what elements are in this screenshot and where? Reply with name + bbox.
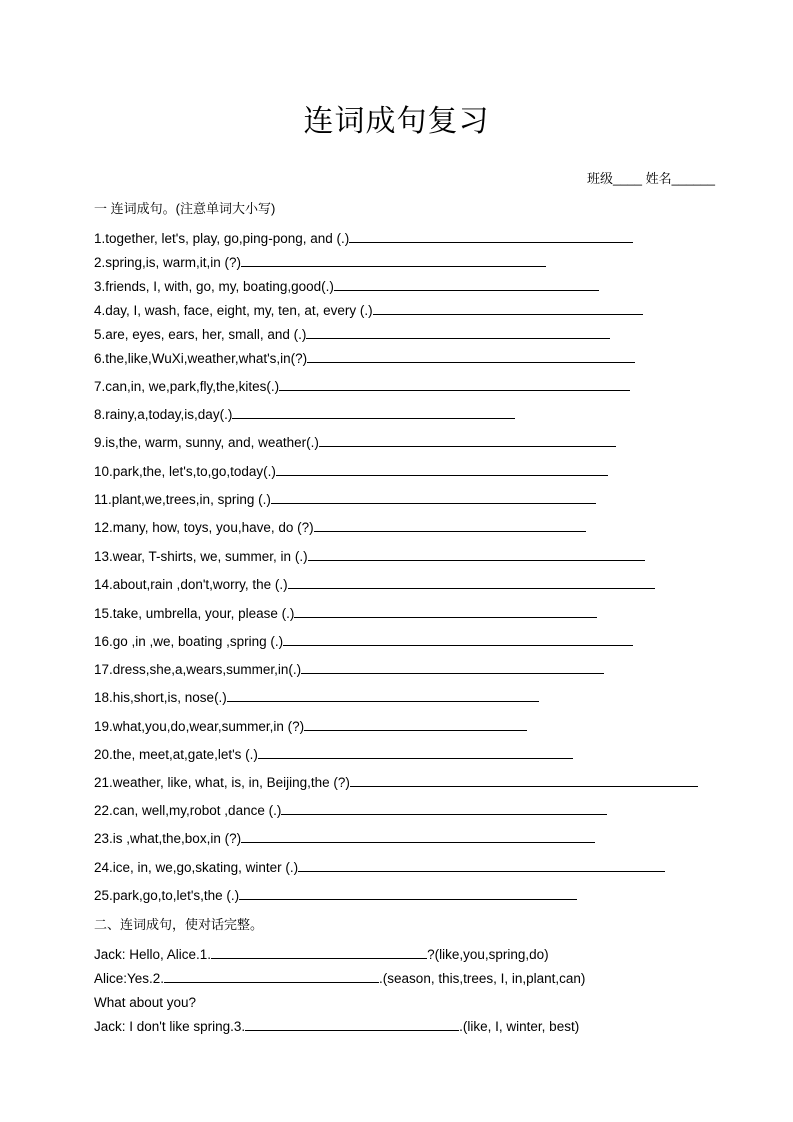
question-item bbox=[94, 718, 527, 736]
class-label: 班级 bbox=[587, 171, 614, 186]
question-text: 25.park,go,to,let's,the (.) bbox=[94, 888, 240, 903]
answer-blank bbox=[294, 605, 597, 618]
question-text: 14.about,rain ,don't,worry, the (.) bbox=[94, 577, 288, 592]
answer-blank bbox=[283, 633, 633, 646]
answer-blank bbox=[227, 689, 539, 702]
answer-blank bbox=[239, 887, 577, 900]
question-item bbox=[94, 302, 643, 320]
answer-blank bbox=[164, 970, 379, 983]
question-item bbox=[94, 434, 616, 452]
dialogue-line-1-text: Jack: Hello, Alice.1. bbox=[94, 947, 212, 962]
question-text: 4.day, I, wash, face, eight, my, ten, at, every (.) bbox=[94, 303, 373, 318]
question-item bbox=[94, 633, 633, 651]
question-item bbox=[94, 406, 515, 424]
answer-blank bbox=[334, 278, 599, 291]
question-text: 5.are, eyes, ears, her, small, and (.) bbox=[94, 327, 307, 342]
dialogue-line-2 bbox=[94, 970, 585, 988]
question-text: 20.the, meet,at,gate,let's (.) bbox=[94, 747, 258, 762]
question-item bbox=[94, 661, 604, 679]
question-text: 13.wear, T-shirts, we, summer, in (.) bbox=[94, 549, 308, 564]
question-text: 1.together, let's, play, go,ping-pong, and (.) bbox=[94, 231, 350, 246]
question-item bbox=[94, 463, 608, 481]
answer-blank bbox=[245, 1018, 459, 1031]
dialogue-line-4-text: Jack: I don't like spring.3. bbox=[94, 1019, 246, 1034]
answer-blank bbox=[281, 802, 607, 815]
answer-blank bbox=[349, 230, 633, 243]
question-text: 18.his,short,is, nose(.) bbox=[94, 690, 227, 705]
dialogue-line-1-hint: ?(like,you,spring,do) bbox=[427, 947, 549, 962]
question-item bbox=[94, 254, 546, 272]
question-item bbox=[94, 230, 633, 248]
question-text: 22.can, well,my,robot ,dance (.) bbox=[94, 803, 282, 818]
question-text: 16.go ,in ,we, boating ,spring (.) bbox=[94, 634, 284, 649]
question-text: 9.is,the, warm, sunny, and, weather(.) bbox=[94, 435, 319, 450]
question-text: 3.friends, I, with, go, my, boating,good(.) bbox=[94, 279, 334, 294]
question-item bbox=[94, 605, 597, 623]
question-item bbox=[94, 830, 595, 848]
answer-blank bbox=[301, 661, 604, 674]
question-text: 11.plant,we,trees,in, spring (.) bbox=[94, 492, 271, 507]
answer-blank bbox=[319, 434, 616, 447]
answer-blank bbox=[304, 718, 527, 731]
answer-blank bbox=[288, 576, 655, 589]
question-text: 8.rainy,a,today,is,day(.) bbox=[94, 407, 233, 422]
answer-blank bbox=[258, 746, 573, 759]
answer-blank bbox=[241, 254, 546, 267]
dialogue-line-2-text: Alice:Yes.2. bbox=[94, 971, 165, 986]
answer-blank bbox=[308, 548, 645, 561]
question-text: 10.park,the, let's,to,go,today(.) bbox=[94, 464, 276, 479]
question-item bbox=[94, 278, 599, 296]
class-blank: ____ bbox=[613, 171, 642, 186]
question-text: 23.is ,what,the,box,in (?) bbox=[94, 831, 242, 846]
question-text: 21.weather, like, what, is, in, Beijing,the (?) bbox=[94, 775, 350, 790]
question-text: 7.can,in, we,park,fly,the,kites(.) bbox=[94, 379, 280, 394]
question-text: 12.many, how, toys, you,have, do (?) bbox=[94, 520, 314, 535]
class-name-info bbox=[560, 170, 715, 188]
question-item bbox=[94, 689, 539, 707]
dialogue-line-4-hint: .(like, I, winter, best) bbox=[459, 1019, 580, 1034]
section1-heading: 一 连词成句。(注意单词大小写) bbox=[94, 201, 276, 216]
question-text: 6.the,like,WuXi,weather,what's,in(?) bbox=[94, 351, 308, 366]
question-item bbox=[94, 859, 665, 877]
question-item bbox=[94, 350, 635, 368]
answer-blank bbox=[232, 406, 515, 419]
answer-blank bbox=[314, 519, 586, 532]
section2-heading: 二、连词成句，使对话完整。 bbox=[94, 917, 264, 932]
question-item bbox=[94, 774, 698, 792]
answer-blank bbox=[241, 830, 595, 843]
answer-blank bbox=[298, 859, 665, 872]
answer-blank bbox=[373, 302, 643, 315]
question-item bbox=[94, 746, 573, 764]
answer-blank bbox=[271, 491, 596, 504]
name-label: 姓名 bbox=[645, 171, 672, 186]
name-blank: ______ bbox=[671, 171, 715, 186]
question-item bbox=[94, 326, 610, 344]
answer-blank bbox=[306, 326, 610, 339]
dialogue-line-4 bbox=[94, 1018, 579, 1036]
question-item bbox=[94, 887, 577, 905]
question-item bbox=[94, 519, 586, 537]
dialogue-line-1 bbox=[94, 946, 549, 964]
question-text: 2.spring,is, warm,it,in (?) bbox=[94, 255, 242, 270]
question-text: 19.what,you,do,wear,summer,in (?) bbox=[94, 719, 305, 734]
page-title: 连词成句复习 bbox=[303, 104, 490, 139]
answer-blank bbox=[276, 463, 608, 476]
question-item bbox=[94, 548, 645, 566]
answer-blank bbox=[350, 774, 698, 787]
question-item bbox=[94, 491, 596, 509]
question-item bbox=[94, 576, 655, 594]
question-item bbox=[94, 802, 607, 820]
answer-blank bbox=[307, 350, 635, 363]
question-text: 15.take, umbrella, your, please (.) bbox=[94, 606, 295, 621]
question-item bbox=[94, 378, 630, 396]
question-text: 24.ice, in, we,go,skating, winter (.) bbox=[94, 860, 299, 875]
dialogue-line-2-hint: .(season, this,trees, I, in,plant,can) bbox=[379, 971, 586, 986]
answer-blank bbox=[279, 378, 630, 391]
answer-blank bbox=[211, 946, 427, 959]
question-text: 17.dress,she,a,wears,summer,in(.) bbox=[94, 662, 302, 677]
dialogue-line-3: What about you? bbox=[94, 995, 197, 1010]
